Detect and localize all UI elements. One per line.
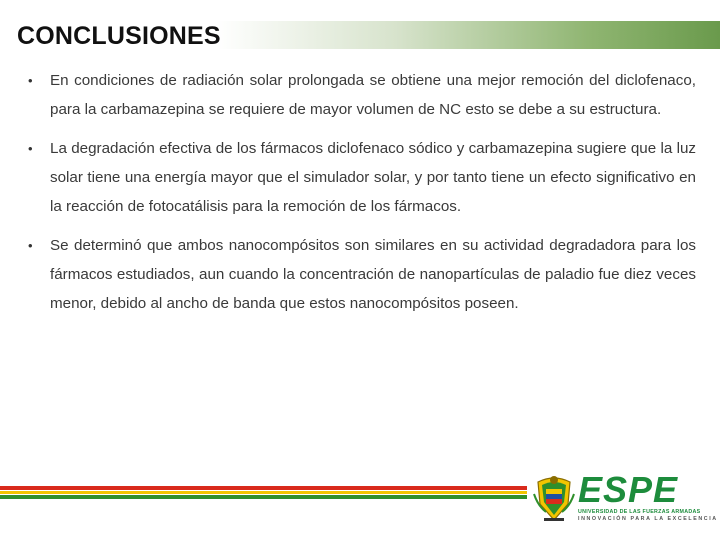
footer-stripe-yellow xyxy=(0,491,527,494)
bullet-item xyxy=(28,134,696,221)
bullet-item xyxy=(28,66,696,124)
bullet-list xyxy=(28,66,696,328)
footer-stripe-green xyxy=(0,495,527,499)
bullet-text: La degradación efectiva de los fármacos diclofenaco sódico y carbamazepina sugiere que la luz solar tiene una energía mayor que el simulador solar, y por tanto tiene un efecto significativo en la reacción de fotocatálisis para la remoción de los fármacos. xyxy=(50,140,696,215)
slide-title: CONCLUSIONES xyxy=(17,22,221,50)
bullet-text: En condiciones de radiación solar prolongada se obtiene una mejor remoción del diclofenaco, para la carbamazepina se requiere de mayor volumen de NC esto se debe a su estructura. xyxy=(50,72,696,118)
bullet-item xyxy=(28,231,696,318)
footer-stripes xyxy=(0,486,527,500)
espe-wordmark: ESPE xyxy=(578,469,679,510)
bullet-marker: • xyxy=(28,73,33,88)
espe-logo xyxy=(530,469,718,530)
bullet-marker: • xyxy=(28,141,33,156)
bullet-text: Se determinó que ambos nanocompósitos son similares en su actividad degradadora para los fármacos estudiados, aun cuando la concentración de nanopartículas de paladio fue diez veces menor, debido al ancho de banda que estos nanocompósitos poseen. xyxy=(50,237,696,312)
logo-subtitle-motto: INNOVACIÓN PARA LA EXCELENCIA xyxy=(578,516,718,522)
bullet-marker: • xyxy=(28,238,33,253)
logo-subtitle-university: UNIVERSIDAD DE LAS FUERZAS ARMADAS xyxy=(578,509,701,515)
university-emblem-icon xyxy=(532,472,576,524)
footer-stripe-red xyxy=(0,486,527,490)
